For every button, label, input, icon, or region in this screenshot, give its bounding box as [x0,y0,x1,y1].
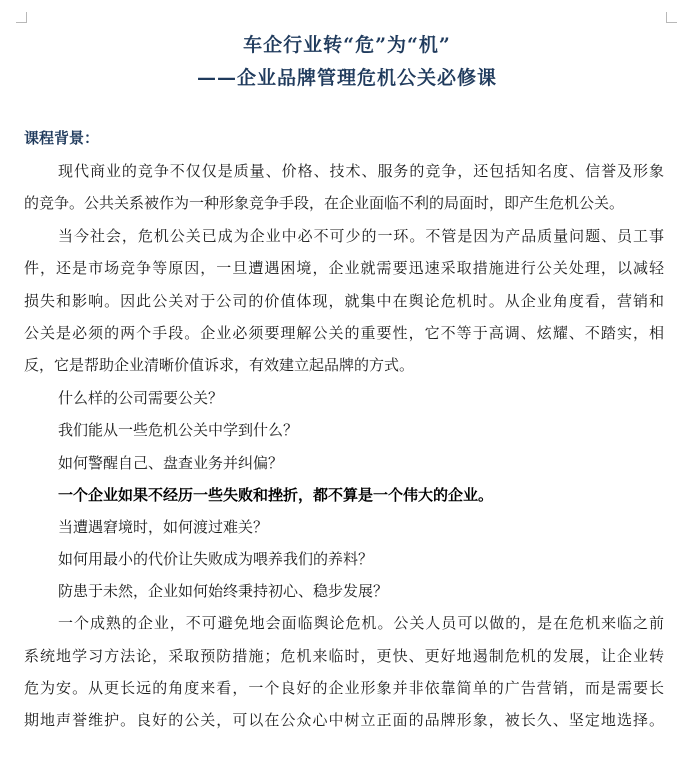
question-line: 如何用最小的代价让失败成为喂养我们的养料？ [58,550,374,568]
paragraph-line: 一个成熟的企业，不可避免地会面临舆论危机。公关人员可以做的，是在危机来临之前 [58,614,664,632]
question-line: 防患于未然，企业如何始终秉持初心、稳步发展？ [58,582,389,600]
paragraph-line: 反，它是帮助企业清晰价值诉求，有效建立起品牌的方式。 [24,356,415,374]
margin-corner-mark-top-right [666,12,677,23]
margin-corner-mark-top-left [16,12,27,23]
paragraph-line: 的竞争。公共关系被作为一种形象竞争手段，在企业面临不利的局面时，即产生危机公关。 [24,194,625,212]
paragraph-line: 公关是必须的两个手段。企业必须要理解公关的重要性，它不等于高调、炫耀、不踏实，相 [24,324,664,342]
question-line: 我们能从一些危机公关中学到什么？ [58,421,299,439]
question-line: 什么样的公司需要公关？ [58,389,224,407]
question-line: 当遭遇窘境时，如何渡过难关？ [58,518,269,536]
paragraph-line: 危为安。从更长远的角度来看，一个良好的企业形象并非依靠简单的广告营销，而是需要长 [24,679,664,697]
paragraph-line: 损失和影响。因此公关对于公司的价值体现，就集中在舆论危机时。从企业角度看，营销和 [24,292,664,310]
paragraph-line: 现代商业的竞争不仅仅是质量、价格、技术、服务的竞争，还包括知名度、信誉及形象 [58,162,664,180]
document-subtitle: ——企业品牌管理危机公关必修课 [196,67,497,89]
bold-statement: 一个企业如果不经历一些失败和挫折，都不算是一个伟大的企业。 [58,486,494,504]
question-line: 如何警醒自己、盘查业务并纠偏？ [58,454,284,472]
document-title: 车企行业转“危”为“机” [243,34,451,56]
paragraph-line: 件，还是市场竞争等原因，一旦遭遇困境，企业就需要迅速采取措施进行公关处理，以减轻 [24,259,664,277]
paragraph-line: 系统地学习方法论，采取预防措施；危机来临时，更快、更好地遏制危机的发展，让企业转 [24,647,664,665]
paragraph-line: 期地声誉维护。良好的公关，可以在公众心中树立正面的品牌形象，被长久、坚定地选择。 [24,711,664,729]
section-heading-background: 课程背景： [24,129,100,147]
paragraph-line: 当今社会，危机公关已成为企业中必不可少的一环。不管是因为产品质量问题、员工事 [58,227,664,245]
